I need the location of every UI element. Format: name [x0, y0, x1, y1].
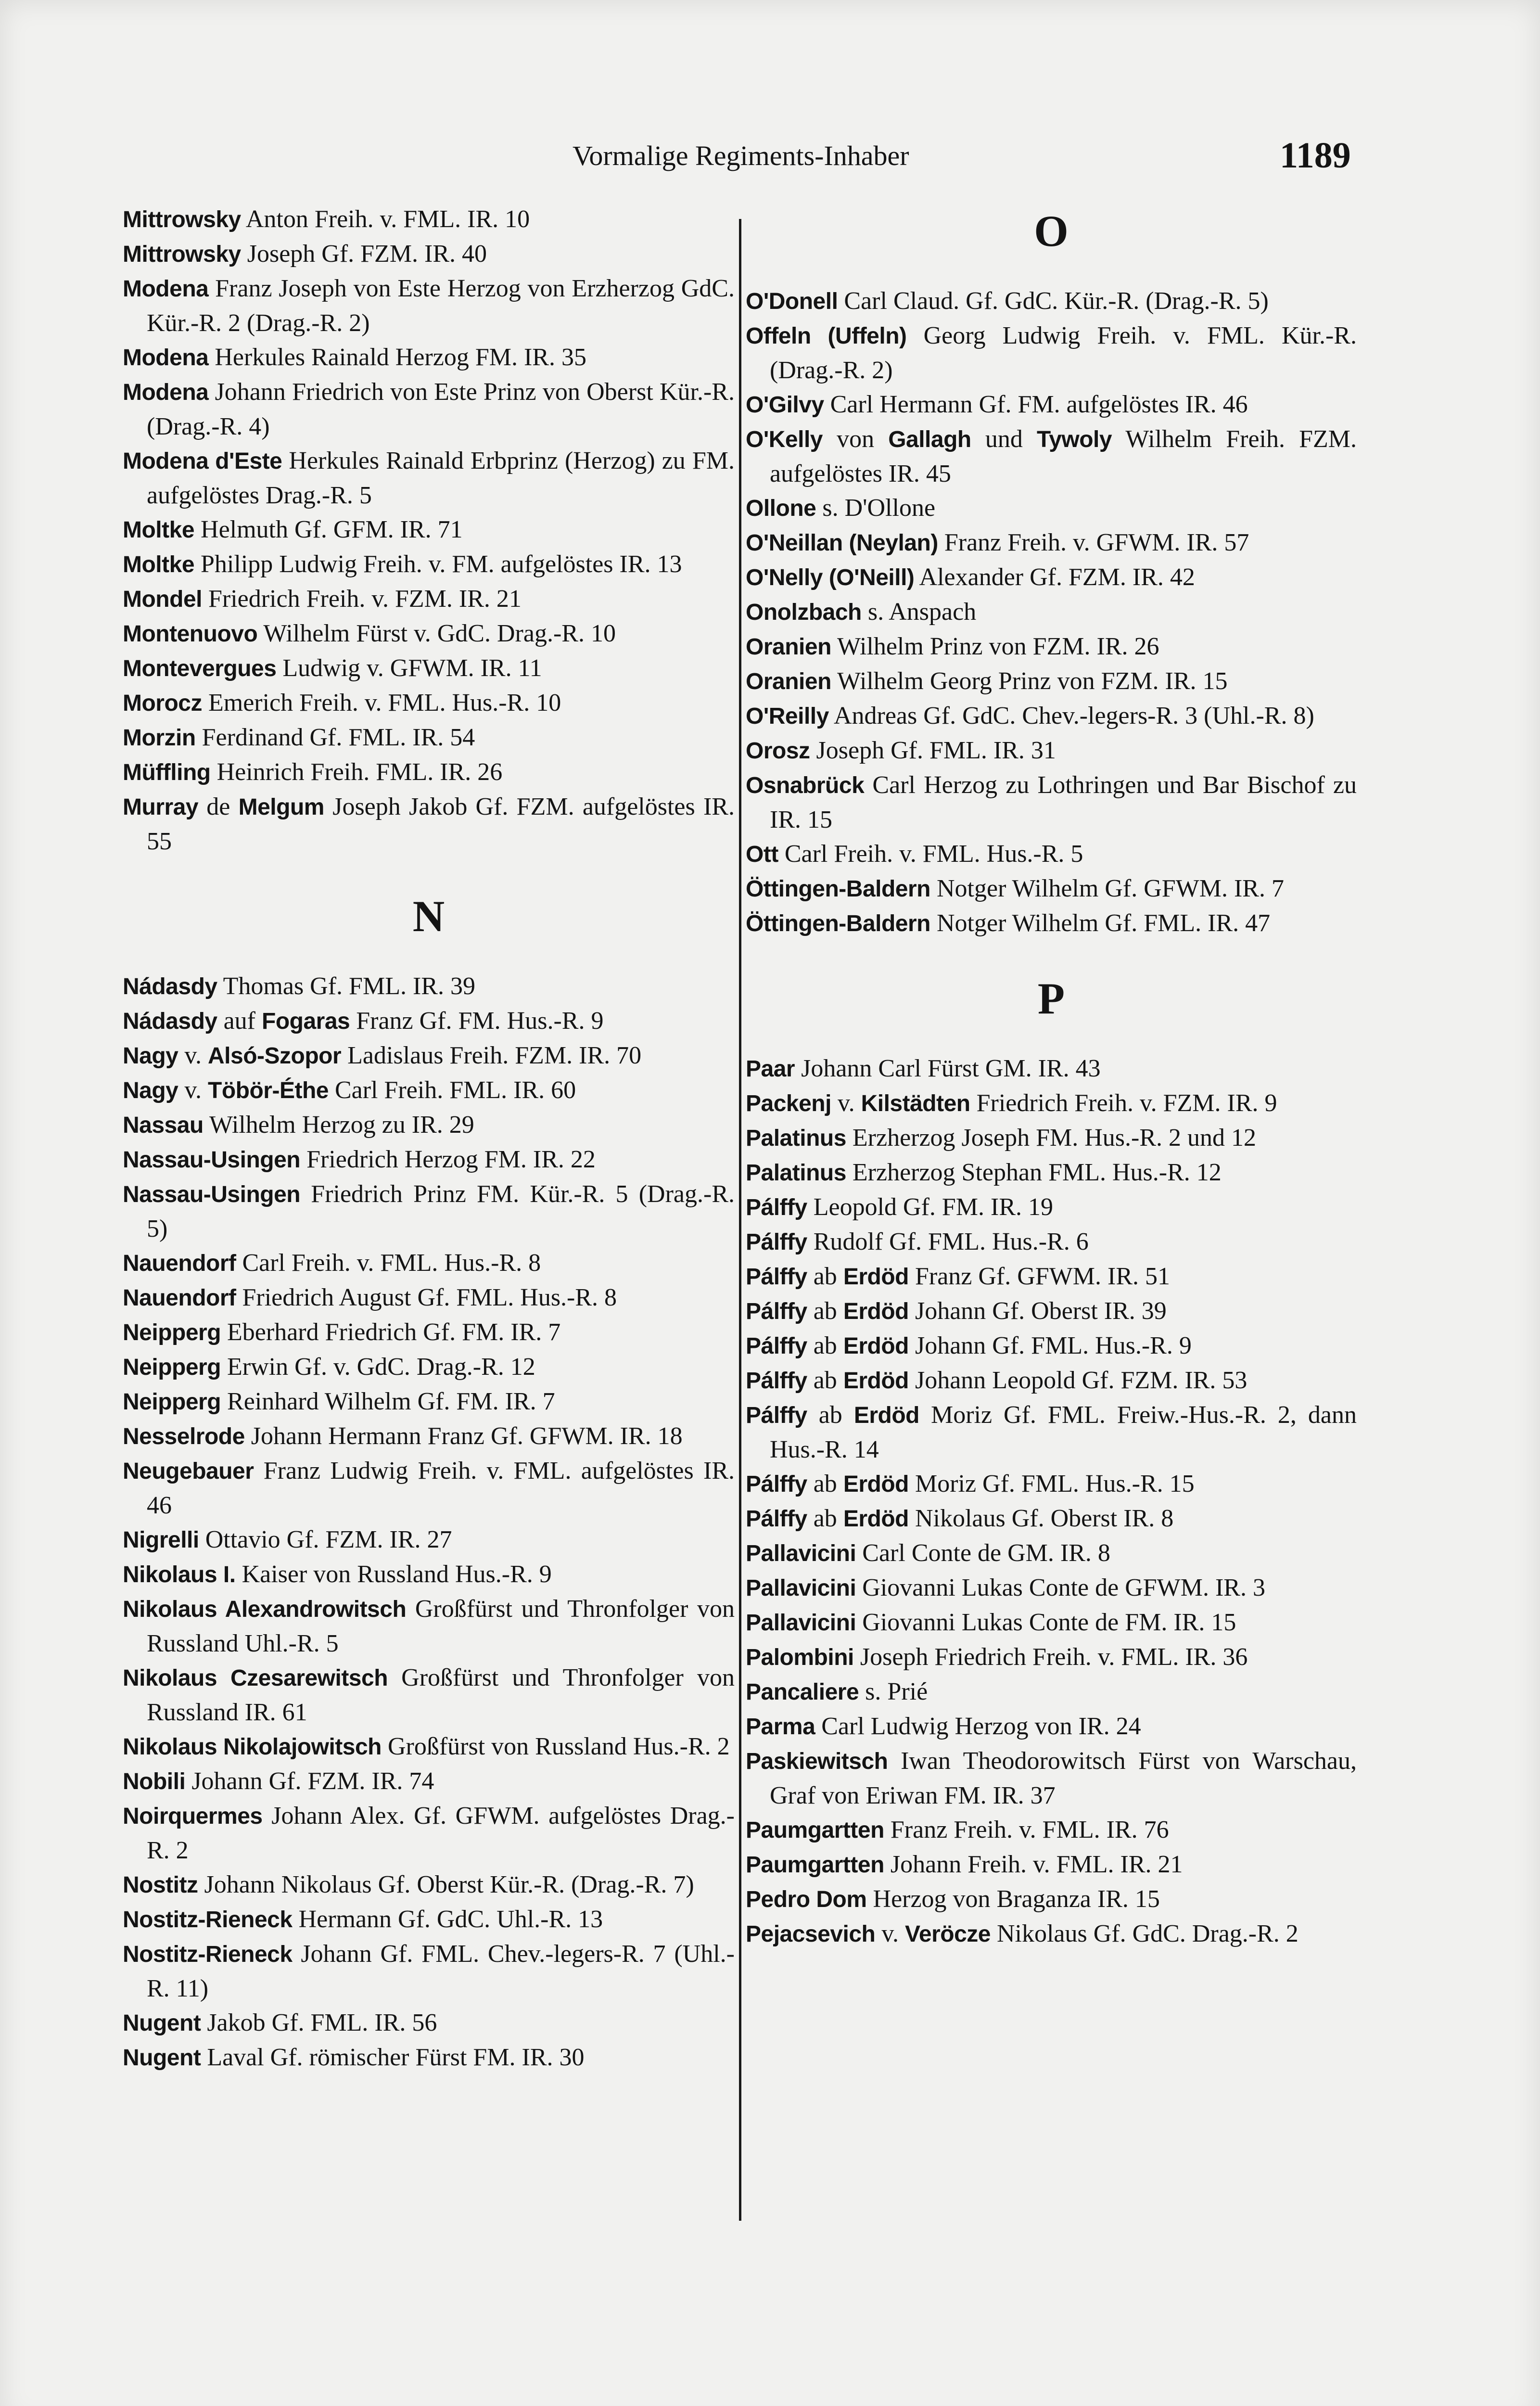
list-item: Ollone s. D'Ollone [746, 494, 936, 522]
list-item: Paar Johann Carl Fürst GM. IR. 43 [746, 1055, 1101, 1082]
list-item: Nádasdy Thomas Gf. FML. IR. 39 [123, 973, 475, 1000]
list-item: Pálffy ab Erdöd Johann Gf. Oberst IR. 39 [746, 1297, 1167, 1325]
left-column [123, 202, 735, 2075]
list-item: Palombini Joseph Friedrich Freih. v. FML. IR. 36 [746, 1643, 1248, 1671]
list-item: Pejacsevich v. Veröcze Nikolaus Gf. GdC. Drag.-R. 2 [746, 1920, 1298, 1947]
list-item: Nádasdy auf Fogaras Franz Gf. FM. Hus.-R. 9 [123, 1007, 604, 1035]
list-item: Nassau Wilhelm Herzog zu IR. 29 [123, 1111, 474, 1139]
list-item: O'Gilvy Carl Hermann Gf. FM. aufgelöstes IR. 46 [746, 391, 1248, 418]
list-item: Oranien Wilhelm Prinz von FZM. IR. 26 [746, 633, 1159, 660]
list-item: Nassau-Usingen Friedrich Prinz FM. Kür.-R. 5 (Drag.-R. 5) [123, 1180, 735, 1242]
list-item: Noirquermes Johann Alex. Gf. GFWM. aufgelöstes Drag.-R. 2 [123, 1802, 735, 1864]
list-item: O'Nelly (O'Neill) Alexander Gf. FZM. IR. 42 [746, 563, 1195, 591]
list-item: Pálffy ab Erdöd Nikolaus Gf. Oberst IR. 8 [746, 1505, 1174, 1532]
list-item: Nikolaus Alexandrowitsch Großfürst und Thronfolger von Russland Uhl.-R. 5 [123, 1595, 735, 1657]
list-item: Pálffy ab Erdöd Moriz Gf. FML. Hus.-R. 15 [746, 1470, 1195, 1497]
list-item: Morzin Ferdinand Gf. FML. IR. 54 [123, 724, 475, 751]
list-item: Mittrowsky Anton Freih. v. FML. IR. 10 [123, 205, 530, 233]
list-item: Nostitz-Rieneck Johann Gf. FML. Chev.-legers-R. 7 (Uhl.-R. 11) [123, 1940, 735, 2002]
list-item: Neipperg Erwin Gf. v. GdC. Drag.-R. 12 [123, 1353, 535, 1381]
list-item: Ott Carl Freih. v. FML. Hus.-R. 5 [746, 840, 1083, 868]
section-letter-p: P [1037, 974, 1065, 1023]
entries-o [746, 284, 1357, 941]
list-item: Modena d'Este Herkules Rainald Erbprinz (Herzog) zu FM. aufgelöstes Drag.-R. 5 [123, 447, 735, 509]
list-item: O'Kelly von Gallagh und Tywoly Wilhelm Freih. FZM. aufgelöstes IR. 45 [746, 425, 1357, 487]
list-item: Palatinus Erzherzog Stephan FML. Hus.-R. 12 [746, 1159, 1222, 1186]
list-item: Pálffy Leopold Gf. FM. IR. 19 [746, 1193, 1054, 1221]
list-item: Offeln (Uffeln) Georg Ludwig Freih. v. FML. Kür.-R. (Drag.-R. 2) [746, 322, 1357, 384]
list-item: Pallavicini Giovanni Lukas Conte de FM. IR. 15 [746, 1609, 1236, 1636]
list-item: Modena Franz Joseph von Este Herzog von Erzherzog GdC. Kür.-R. 2 (Drag.-R. 2) [123, 275, 735, 337]
column-divider [739, 219, 741, 2221]
list-item: Paumgartten Franz Freih. v. FML. IR. 76 [746, 1816, 1169, 1843]
list-item: Neugebauer Franz Ludwig Freih. v. FML. aufgelöstes IR. 46 [123, 1457, 735, 1519]
entries-n [123, 969, 735, 2075]
section-letter-n: N [412, 892, 445, 941]
list-item: Pedro Dom Herzog von Braganza IR. 15 [746, 1885, 1160, 1913]
list-item: Nugent Laval Gf. römischer Fürst FM. IR. 30 [123, 2044, 585, 2071]
list-item: Öttingen-Baldern Notger Wilhelm Gf. FML. IR. 47 [746, 909, 1271, 937]
list-item: Pálffy ab Erdöd Moriz Gf. FML. Freiw.-Hus.-R. 2, dann Hus.-R. 14 [746, 1401, 1357, 1463]
list-item: Mondel Friedrich Freih. v. FZM. IR. 21 [123, 585, 522, 613]
list-item: O'Neillan (Neylan) Franz Freih. v. GFWM. IR. 57 [746, 529, 1249, 556]
list-item: Öttingen-Baldern Notger Wilhelm Gf. GFWM. IR. 7 [746, 875, 1284, 902]
list-item: Nigrelli Ottavio Gf. FZM. IR. 27 [123, 1526, 452, 1553]
list-item: O'Reilly Andreas Gf. GdC. Chev.-legers-R. 3 (Uhl.-R. 8) [746, 702, 1314, 729]
list-item: Neipperg Reinhard Wilhelm Gf. FM. IR. 7 [123, 1388, 555, 1415]
list-item: Palatinus Erzherzog Joseph FM. Hus.-R. 2 und 12 [746, 1124, 1257, 1152]
list-item: Nauendorf Friedrich August Gf. FML. Hus.-R. 8 [123, 1284, 617, 1311]
list-item: Nikolaus I. Kaiser von Russland Hus.-R. 9 [123, 1561, 552, 1588]
list-item: Montenuovo Wilhelm Fürst v. GdC. Drag.-R. 10 [123, 620, 616, 647]
list-item: Nikolaus Nikolajowitsch Großfürst von Russland Hus.-R. 2 [123, 1733, 730, 1760]
list-item: Pallavicini Carl Conte de GM. IR. 8 [746, 1539, 1110, 1567]
list-item: Oranien Wilhelm Georg Prinz von FZM. IR. 15 [746, 667, 1228, 695]
list-item: Nauendorf Carl Freih. v. FML. Hus.-R. 8 [123, 1249, 541, 1277]
list-item: Paumgartten Johann Freih. v. FML. IR. 21 [746, 1851, 1183, 1878]
list-item: Montevergues Ludwig v. GFWM. IR. 11 [123, 654, 542, 682]
entries-m [123, 202, 735, 858]
list-item: Nesselrode Johann Hermann Franz Gf. GFWM. IR. 18 [123, 1422, 683, 1450]
list-item: Packenj v. Kilstädten Friedrich Freih. v. FZM. IR. 9 [746, 1089, 1277, 1117]
list-item: Neipperg Eberhard Friedrich Gf. FM. IR. 7 [123, 1318, 561, 1346]
list-item: Moltke Philipp Ludwig Freih. v. FM. aufgelöstes IR. 13 [123, 550, 682, 578]
list-item: Morocz Emerich Freih. v. FML. Hus.-R. 10 [123, 689, 561, 717]
list-item: Nassau-Usingen Friedrich Herzog FM. IR. 22 [123, 1146, 596, 1173]
list-item: Pancaliere s. Prié [746, 1678, 928, 1705]
list-item: Mittrowsky Joseph Gf. FZM. IR. 40 [123, 240, 487, 268]
list-item: Nostitz-Rieneck Hermann Gf. GdC. Uhl.-R. 13 [123, 1906, 603, 1933]
list-item: Parma Carl Ludwig Herzog von IR. 24 [746, 1713, 1141, 1740]
list-item: Nikolaus Czesarewitsch Großfürst und Thronfolger von Russland IR. 61 [123, 1664, 735, 1726]
list-item: Pallavicini Giovanni Lukas Conte de GFWM. IR. 3 [746, 1574, 1265, 1601]
list-item: Pálffy ab Erdöd Johann Leopold Gf. FZM. IR. 53 [746, 1367, 1247, 1394]
list-item: Modena Herkules Rainald Herzog FM. IR. 35 [123, 344, 586, 371]
list-item: Nagy v. Alsó-Szopor Ladislaus Freih. FZM. IR. 70 [123, 1042, 642, 1069]
list-item: O'Donell Carl Claud. Gf. GdC. Kür.-R. (Drag.-R. 5) [746, 287, 1269, 315]
list-item: Pálffy ab Erdöd Johann Gf. FML. Hus.-R. 9 [746, 1332, 1192, 1359]
list-item: Paskiewitsch Iwan Theodorowitsch Fürst von Warschau, Graf von Eriwan FM. IR. 37 [746, 1747, 1357, 1809]
list-item: Müffling Heinrich Freih. FML. IR. 26 [123, 758, 503, 786]
list-item: Nagy v. Töbör-Éthe Carl Freih. FML. IR. 60 [123, 1076, 576, 1104]
list-item: Nostitz Johann Nikolaus Gf. Oberst Kür.-R. (Drag.-R. 7) [123, 1871, 694, 1898]
list-item: Osnabrück Carl Herzog zu Lothringen und Bar Bischof zu IR. 15 [746, 771, 1357, 833]
list-item: Murray de Melgum Joseph Jakob Gf. FZM. aufgelöstes IR. 55 [123, 793, 735, 855]
section-letter-o: O [1034, 206, 1069, 256]
list-item: Orosz Joseph Gf. FML. IR. 31 [746, 737, 1056, 764]
list-item: Pálffy Rudolf Gf. FML. Hus.-R. 6 [746, 1228, 1089, 1255]
list-item: Moltke Helmuth Gf. GFM. IR. 71 [123, 516, 463, 543]
running-header: Vormalige Regiments-Inhaber [573, 140, 909, 171]
list-item: Nugent Jakob Gf. FML. IR. 56 [123, 2009, 437, 2036]
entries-p [746, 1051, 1357, 1951]
list-item: Pálffy ab Erdöd Franz Gf. GFWM. IR. 51 [746, 1263, 1171, 1290]
list-item: Nobili Johann Gf. FZM. IR. 74 [123, 1767, 434, 1795]
page-number: 1189 [1280, 135, 1351, 176]
list-item: Onolzbach s. Anspach [746, 598, 977, 626]
right-column [746, 207, 1357, 1951]
list-item: Modena Johann Friedrich von Este Prinz von Oberst Kür.-R. (Drag.-R. 4) [123, 378, 735, 440]
